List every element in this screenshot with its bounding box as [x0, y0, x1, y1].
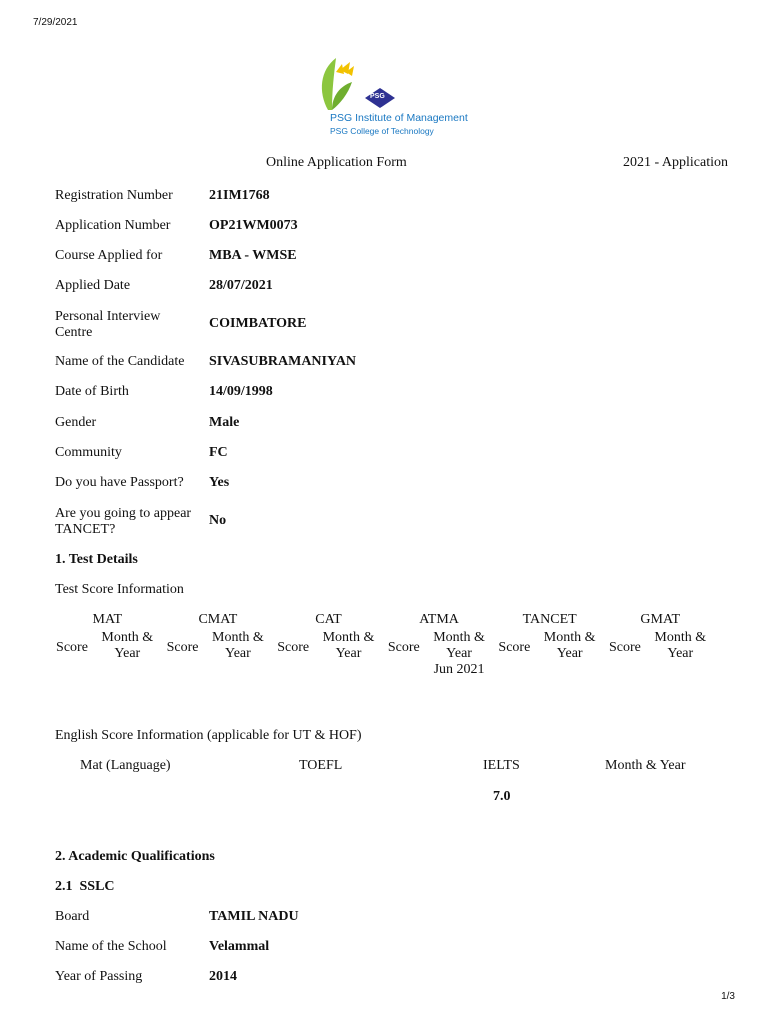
field-value: 2014	[209, 969, 237, 984]
test-score-subheading: Test Score Information	[55, 582, 184, 597]
logo-college-name: PSG College of Technology	[330, 126, 434, 136]
field-label: Year of Passing	[55, 969, 143, 984]
month-year-header: Month & Year	[433, 630, 485, 661]
field-label: Do you have Passport?	[55, 475, 184, 490]
print-date: 7/29/2021	[33, 17, 78, 28]
test-values-spacer	[52, 662, 384, 678]
atma-score-cell	[384, 662, 424, 678]
field-value: TAMIL NADU	[209, 909, 299, 924]
form-title: Online Application Form	[266, 155, 407, 170]
field-label: Community	[55, 445, 122, 460]
month-year-header: Month & Year	[543, 630, 596, 661]
field-value: MBA - WMSE	[209, 248, 297, 263]
field-value: 28/07/2021	[209, 278, 273, 293]
english-col-month-year: Month & Year	[605, 758, 686, 773]
section-heading-academic: 2. Academic Qualifications	[55, 849, 215, 864]
test-header-row	[52, 612, 716, 628]
field-label: Are you going to appear TANCET?	[55, 506, 192, 537]
ielts-score: 7.0	[493, 789, 511, 804]
english-col-mat: Mat (Language)	[80, 758, 171, 773]
english-col-toefl: TOEFL	[299, 758, 343, 773]
field-label: Name of the School	[55, 939, 167, 954]
field-label: Board	[55, 909, 90, 924]
test-name: MAT	[92, 612, 123, 627]
english-col-ielts: IELTS	[483, 758, 520, 773]
field-value: Male	[209, 415, 240, 430]
field-label: Course Applied for	[55, 248, 163, 263]
month-year-header: Month & Year	[654, 630, 707, 661]
field-value: OP21WM0073	[209, 218, 298, 233]
field-label: Personal Interview Centre	[55, 309, 161, 340]
field-value: No	[209, 513, 227, 528]
test-name: TANCET	[522, 612, 577, 627]
score-header: Score	[166, 640, 199, 655]
month-year-header: Month & Year	[322, 630, 375, 661]
sslc-heading: 2.1 SSLC	[55, 879, 115, 894]
section-heading-test-details: 1. Test Details	[55, 552, 138, 567]
psg-logo	[310, 52, 470, 142]
score-header: Score	[277, 640, 310, 655]
score-header: Score	[498, 640, 531, 655]
field-value: SIVASUBRAMANIYAN	[209, 354, 357, 369]
form-year: 2021 - Application	[623, 155, 728, 170]
field-value: FC	[209, 445, 228, 460]
english-score-heading: English Score Information (applicable for UT & HOF)	[55, 728, 362, 743]
field-label: Applied Date	[55, 278, 131, 293]
test-score-table	[52, 612, 716, 678]
test-name: GMAT	[640, 612, 681, 627]
score-header: Score	[609, 640, 641, 655]
field-value: 14/09/1998	[209, 384, 273, 399]
field-value: 21IM1768	[209, 188, 270, 203]
logo-institute-name: PSG Institute of Management	[330, 112, 468, 124]
page-number: 1/3	[721, 991, 735, 1002]
atma-month-year: Jun 2021	[433, 662, 485, 677]
month-year-header: Month & Year	[101, 630, 154, 661]
field-value: Velammal	[209, 939, 270, 954]
test-name: ATMA	[419, 612, 459, 627]
score-header: Score	[56, 640, 88, 655]
field-label: Date of Birth	[55, 384, 129, 399]
month-year-header: Month & Year	[212, 630, 264, 661]
field-label: Application Number	[55, 218, 171, 233]
test-name: CMAT	[198, 612, 238, 627]
field-label: Registration Number	[55, 188, 173, 203]
field-label: Name of the Candidate	[55, 354, 185, 369]
test-name: CAT	[315, 612, 342, 627]
logo-badge: PSG	[370, 93, 385, 100]
field-label: Gender	[55, 415, 97, 430]
score-header: Score	[387, 640, 420, 655]
field-value: COIMBATORE	[209, 316, 307, 331]
test-values-row	[52, 662, 716, 678]
test-subheader-row	[52, 630, 716, 662]
field-value: Yes	[209, 475, 230, 490]
